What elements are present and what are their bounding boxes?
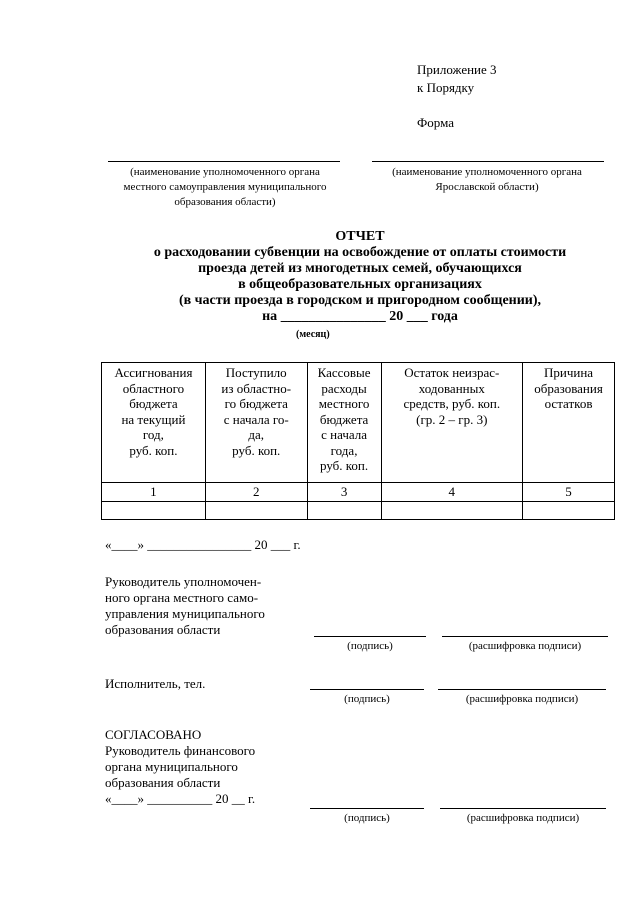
header-left-line-3: образования области) [174, 196, 276, 208]
agreed-date: «____» __________ 20 __ г. [105, 791, 256, 806]
report-title-line-4: (в части проезда в городском и пригородном сообщении), [178, 293, 542, 308]
head-line-1: Руководитель уполномочен- [105, 574, 262, 589]
header-left-caption [100, 165, 350, 210]
column-number-1: 1 [102, 483, 206, 502]
column-number-3: 3 [307, 483, 381, 502]
column-number-2: 2 [205, 483, 307, 502]
data-cell-2[interactable] [205, 501, 307, 519]
agreed-sign-label: (подпись) [344, 812, 390, 824]
head-line-3: управления муниципального [105, 606, 265, 621]
report-title [100, 229, 620, 325]
column-number-4: 4 [381, 483, 523, 502]
head-line-4: образования области [105, 622, 221, 637]
report-date-line: «____» ________________ 20 ___ г. [105, 537, 301, 552]
appendix-line-1: Приложение 3 [417, 62, 497, 77]
data-cell-5[interactable] [523, 501, 615, 519]
agreed-sign-line[interactable] [310, 808, 424, 809]
right-name-line [372, 161, 604, 162]
head-signature-text [105, 574, 265, 638]
executor-decode-label: (расшифровка подписи) [465, 693, 579, 705]
header-right-line-1: (наименование уполномоченного органа [392, 166, 582, 178]
table-number-row [102, 483, 615, 502]
appendix-line-2: к Порядку [417, 80, 475, 95]
head-decode-label: (расшифровка подписи) [468, 640, 582, 652]
report-title-line-2: проезда детей из многодетных семей, обучающихся [198, 261, 522, 276]
executor-decode-line[interactable] [438, 689, 606, 690]
data-cell-1[interactable] [102, 501, 206, 519]
header-cell-received: Поступило из областно- го бюджета с начала го- да, руб. коп. [205, 363, 307, 483]
period-month-blank: _______________ [280, 309, 386, 324]
header-left-line-1: (наименование уполномоченного органа [130, 166, 320, 178]
period-on: на [262, 309, 278, 324]
agreed-line-1: Руководитель финансового [105, 743, 256, 758]
table-header-row [102, 363, 615, 483]
form-label: Форма [417, 115, 454, 130]
agreed-block [105, 727, 255, 807]
head-sign-line[interactable] [314, 636, 426, 637]
agreed-line-2: органа муниципального [105, 759, 238, 774]
head-sign-label: (подпись) [347, 640, 393, 652]
agreed-heading: СОГЛАСОВАНО [105, 727, 202, 742]
header-right-caption [362, 165, 612, 195]
report-heading: ОТЧЕТ [335, 229, 385, 244]
table-data-row [102, 501, 615, 519]
header-cell-balance: Остаток неизрас- ходованных средств, руб. коп. (гр. 2 – гр. 3) [381, 363, 523, 483]
executor-sign-label: (подпись) [344, 693, 390, 705]
executor-label: Исполнитель, тел. [105, 676, 206, 691]
header-left-line-2: местного самоуправления муниципального [123, 181, 327, 193]
header-cell-cash-expenses: Кассовые расходы местного бюджета с начала года, руб. коп. [307, 363, 381, 483]
data-cell-3[interactable] [307, 501, 381, 519]
header-cell-reason: Причина образования остатков [523, 363, 615, 483]
agreed-decode-line[interactable] [440, 808, 606, 809]
period-year: 20 ___ года [389, 309, 458, 324]
report-table [101, 362, 615, 520]
head-line-2: ного органа местного само- [105, 590, 259, 605]
report-title-line-1: о расходовании субвенции на освобождение от оплаты стоимости [153, 245, 567, 260]
left-name-line [108, 161, 340, 162]
report-period-line [100, 309, 620, 325]
month-label: (месяц) [296, 329, 330, 340]
agreed-decode-label: (расшифровка подписи) [466, 812, 580, 824]
column-number-5: 5 [523, 483, 615, 502]
head-decode-line[interactable] [442, 636, 608, 637]
header-cell-allocations: Ассигнования областного бюджета на текущий год, руб. коп. [102, 363, 206, 483]
header-right-line-2: Ярославской области) [435, 181, 539, 193]
agreed-line-3: образования области [105, 775, 221, 790]
report-title-line-3: в общеобразовательных организациях [238, 277, 482, 292]
executor-sign-line[interactable] [310, 689, 424, 690]
data-cell-4[interactable] [381, 501, 523, 519]
